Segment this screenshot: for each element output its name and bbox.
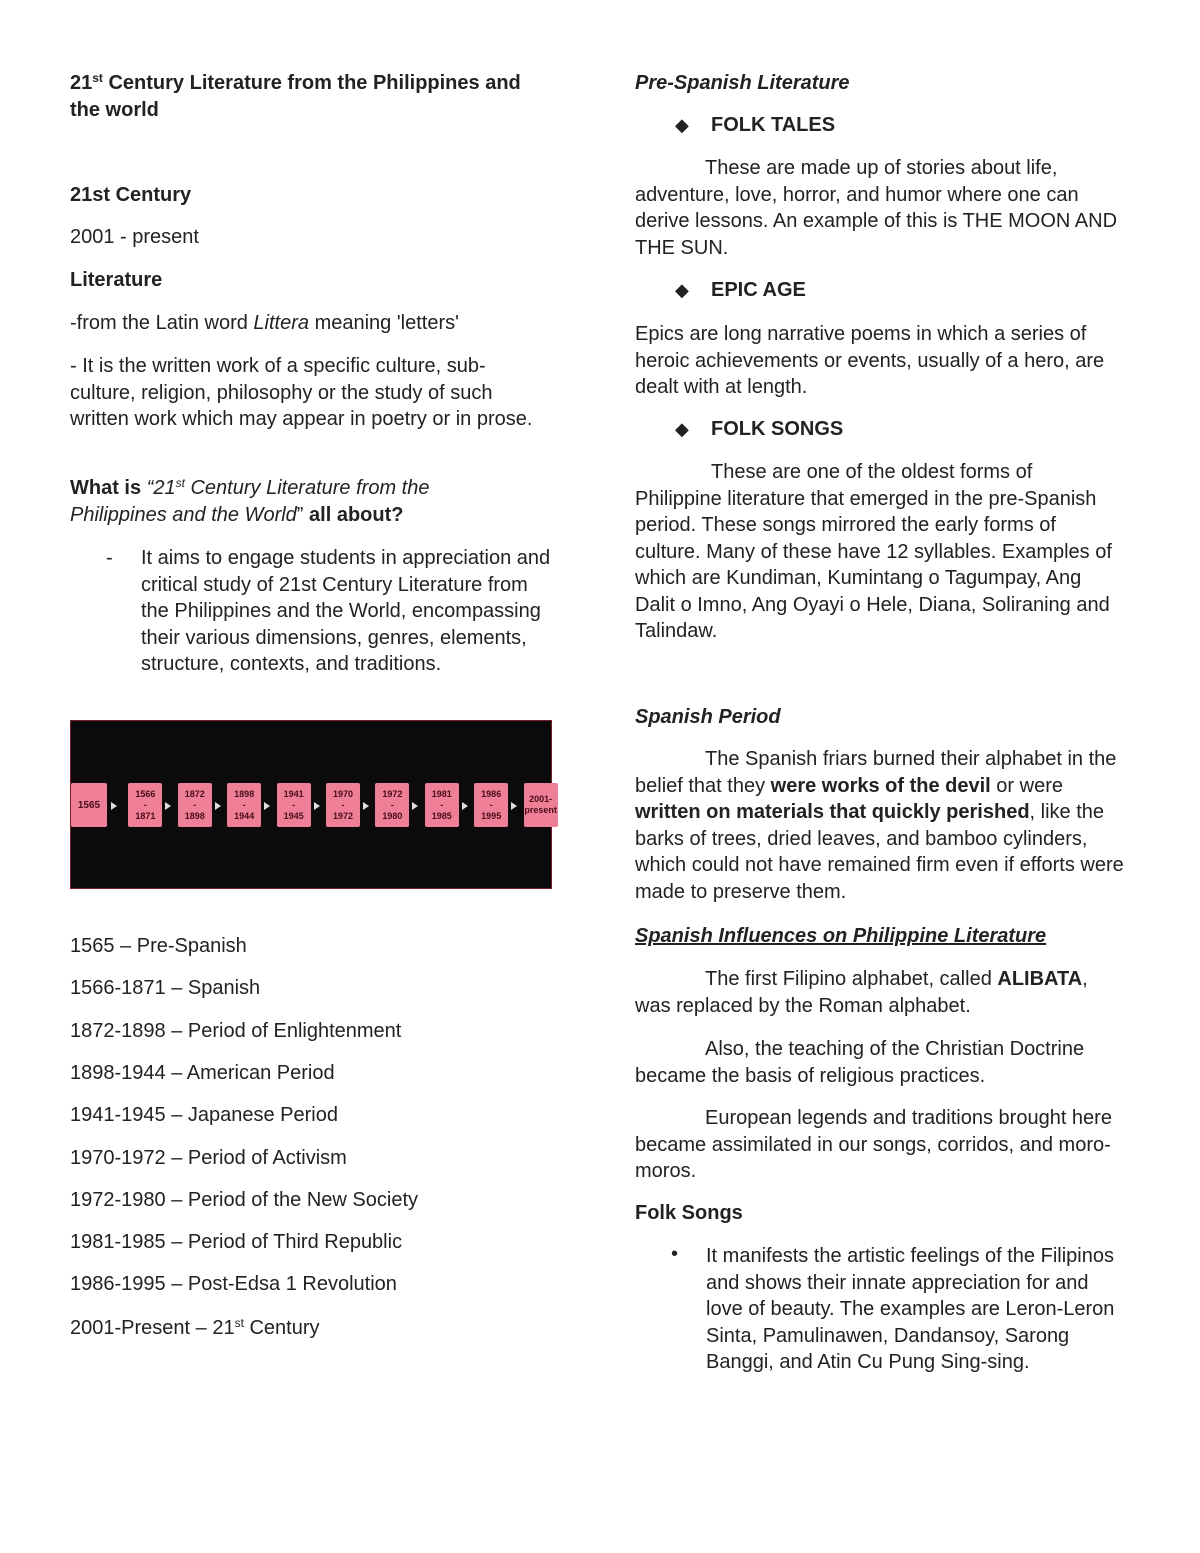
timeline-node-label: - [489,799,493,810]
timeline-node [71,783,107,827]
timeline-arrow-icon [215,802,221,810]
period-item: 1986-1995 – Post-Edsa 1 Revolution [70,1273,397,1296]
timeline-node-label: 1995 [481,810,502,821]
heading-21st-century: 21st Century [70,184,192,206]
timeline-node [277,783,311,827]
timeline-arrow-icon [264,802,270,810]
epic-text: Epics are long narrative poems in which a series of heroic achievements or events, usually of a hero, are dealt with at length. [635,323,1105,398]
spanish-period-text: The Spanish friars burned their alphabet in the belief that they were works of the devil or were written on materials that quickly perished, like the barks of trees, dried leaves, and bamboo cylinders, which could not have remained firm even if efforts were made to preserve them. [635,748,1124,903]
timeline-node-label: 1970 [332,788,354,799]
round-bullet-icon: • [671,1243,679,1265]
timeline-node-label: 1981 [431,788,452,799]
heading-epic-age: EPIC AGE [711,279,806,301]
period-item: 1566-1871 – Spanish [70,977,261,1000]
timeline-node-label: - [390,799,394,810]
timeline-node-label: 1972 [332,810,354,821]
folk-songs-text: These are one of the oldest forms of Philippine literature that emerged in the pre-Spanish period. These songs mirrored the early forms of culture. Many of these have 12 syllables. Examples of which are Kundiman, Kumintang o Tagumpay, Ang Dalit o Imno, Ang Oyayi o Hele, Diana, Soliraning and Talindaw. [635,461,1112,642]
timeline-node-label: 1972 [382,788,403,799]
heading-spanish-period: Spanish Period [635,706,781,728]
aim-text: It aims to engage students in appreciation and critical study of 21st Century Literature from the Philippines and the World, encompassing their various dimensions, genres, elements, structure, contexts, and traditions. [141,547,551,675]
aim-dash: - [106,547,113,569]
diamond-bullet-icon: ◆ [675,419,689,439]
timeline-arrow-icon [314,802,320,810]
timeline-node-label: - [341,799,345,810]
timeline-node-label: 1898 [234,788,255,799]
timeline-arrow-icon [511,802,517,810]
document-title-line2: the world [70,99,159,121]
timeline-node-label: 1871 [135,810,156,821]
timeline-node-label: 1941 [283,788,304,799]
influence-paragraph-2: Also, the teaching of the Christian Doctrine became the basis of religious practices. [635,1038,1085,1087]
timeline-node-label: 2001- [529,794,553,804]
literature-definition-2: - It is the written work of a specific culture, sub-culture, religion, philosophy or the study of such written work which may appear in poetry or in prose. [70,355,533,430]
literature-definition-1: -from the Latin word Littera meaning 'letters' [70,312,459,334]
timeline-node-label: - [292,799,296,810]
timeline-node-label: 1980 [382,810,403,821]
timeline-node [425,783,459,827]
timeline-node-label: - [143,799,147,810]
timeline-node [375,783,409,827]
folk-tales-text: These are made up of stories about life, adventure, love, horror, and humor where one can derive lessons. An example of this is THE MOON AND THE SUN. [635,157,1118,259]
timeline-node-label: 1986 [481,788,502,799]
timeline-node [474,783,508,827]
influence-paragraph-3: European legends and traditions brought here became assimilated in our songs, corridos, and moro-moros. [635,1107,1112,1182]
period-item: 1972-1980 – Period of the New Society [70,1188,418,1211]
diamond-bullet-icon: ◆ [675,115,689,135]
heading-folk-tales: FOLK TALES [711,114,836,136]
timeline-track [71,721,557,888]
years-text: 2001 - present [70,226,199,248]
timeline-node-label: 1944 [234,810,255,821]
timeline-node [227,783,261,827]
timeline-node-label: 1872 [184,788,205,799]
timeline-arrow-icon [363,802,369,810]
heading-folk-songs: FOLK SONGS [711,418,844,440]
timeline-node-label: 1565 [77,799,101,811]
timeline-arrow-icon [111,802,117,810]
heading-folk-songs-2: Folk Songs [635,1202,743,1224]
heading-literature: Literature [70,269,163,291]
timeline-graphic [70,720,557,889]
heading-pre-spanish: Pre-Spanish Literature [635,72,850,94]
period-item: 1898-1944 – American Period [70,1061,335,1084]
timeline-node [178,783,212,827]
diamond-bullet-icon: ◆ [675,280,689,300]
timeline-node [326,783,360,827]
timeline-arrow-icon [462,802,468,810]
influence-paragraph-1: The first Filipino alphabet, called ALIBATA, was replaced by the Roman alphabet. [635,968,1088,1017]
heading-spanish-influences: Spanish Influences on Philippine Literature [635,925,1047,947]
period-item-last: 2001-Present – 21st Century [70,1316,320,1339]
folk-songs-bullet-text: It manifests the artistic feelings of the Filipinos and shows their innate appreciation for and love of beauty. The examples are Leron-Leron Sinta, Pamulinawen, Dandansoy, Sarong Banggi, and Atin Cu Pung Sing-sing. [706,1245,1115,1373]
timeline-node-label: present [524,805,557,815]
document-title: 21st Century Literature from the Philippines and [70,71,521,94]
timeline-arrow-icon [165,802,171,810]
timeline-node [128,783,162,827]
period-item: 1981-1985 – Period of Third Republic [70,1231,403,1254]
timeline-node-label: 1945 [283,810,304,821]
timeline-arrow-icon [412,802,418,810]
timeline-node-label: 1566 [135,788,156,799]
period-item: 1872-1898 – Period of Enlightenment [70,1019,402,1042]
question-heading: What is “21st Century Literature from the Philippines and the World” all about? [70,476,430,526]
period-item: 1941-1945 – Japanese Period [70,1104,338,1127]
timeline-node-label: - [193,799,197,810]
timeline-node-label: - [242,799,246,810]
timeline-node [524,783,558,827]
period-item: 1970-1972 – Period of Activism [70,1146,347,1169]
timeline-node-label: 1985 [431,810,452,821]
period-item: 1565 – Pre-Spanish [70,935,247,957]
timeline-node-label: - [440,799,444,810]
timeline-node-label: 1898 [184,810,205,821]
